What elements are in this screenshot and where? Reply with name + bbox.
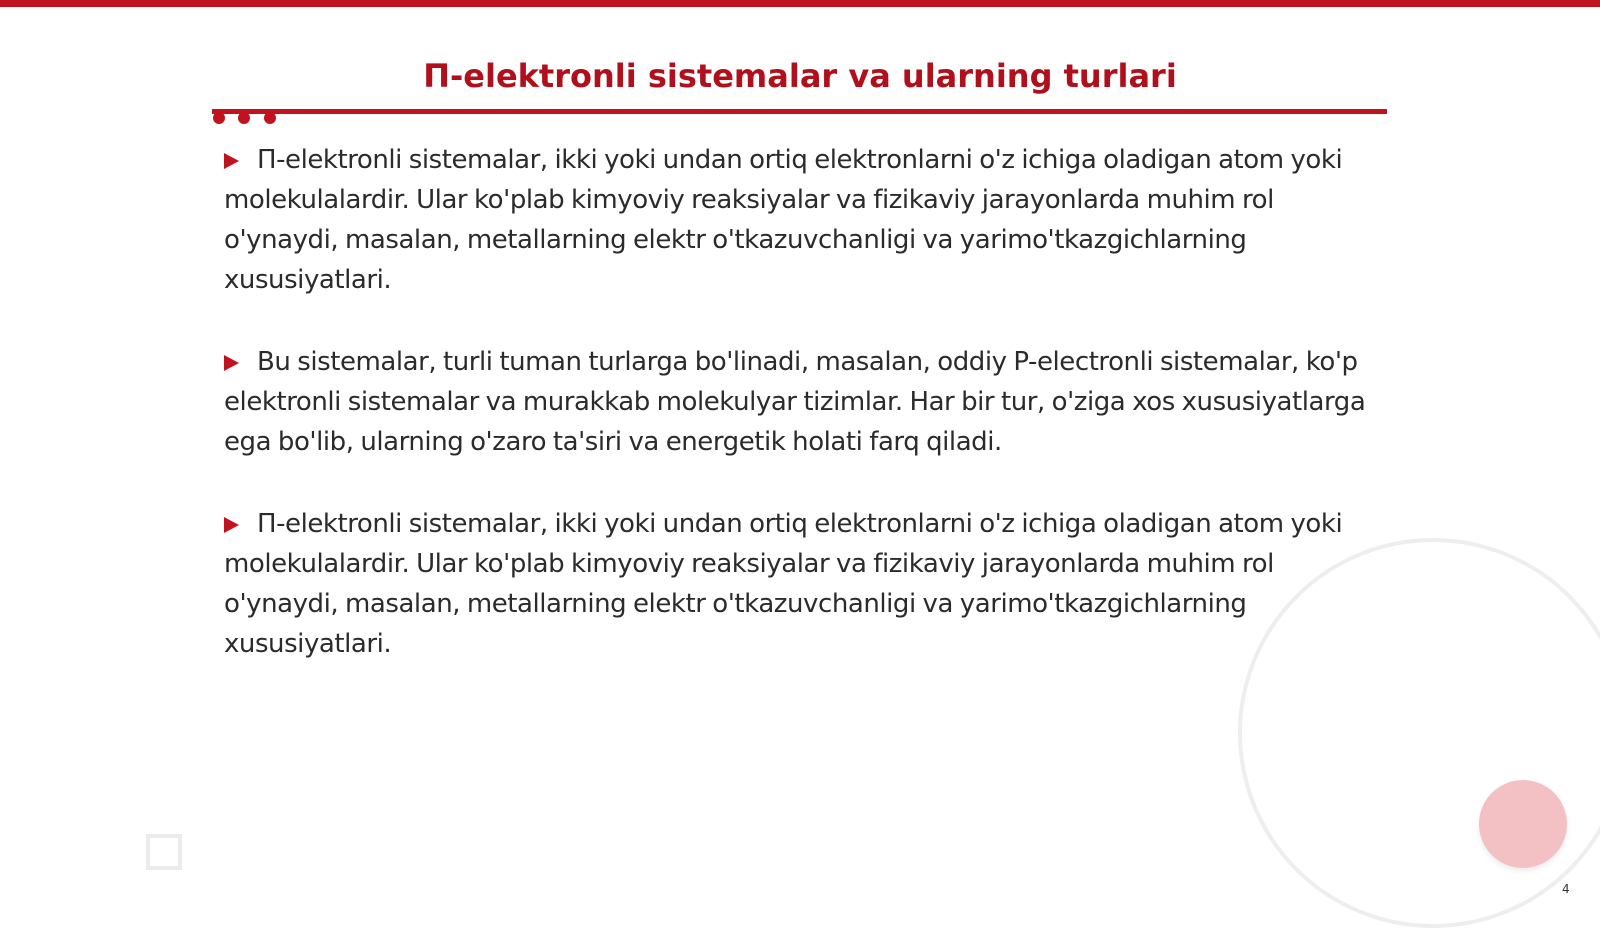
decorative-circle [1479, 780, 1567, 868]
bullet-item [224, 140, 1384, 300]
bullet-text: Bu sistemalar, turli tuman turlarga bo'linadi, masalan, oddiy P-electronli sistemalar, ko'p elektronli sistemalar va murakkab molekulyar tizimlar. Har bir tur, o'ziga xos xususiyatlarga ega bo'lib, ularning o'zaro ta'siri va energetik holati farq qiladi. [224, 347, 1366, 457]
bullet-item [224, 342, 1384, 462]
bullet-list [224, 140, 1384, 706]
triangle-right-icon [224, 517, 239, 533]
bullet-text: П-elektronli sistemalar, ikki yoki undan ortiq elektronlarni o'z ichiga oladigan atom yoki molekulalardir. Ular ko'plab kimyoviy reaksiyalar va fizikaviy jarayonlarda muhim rol o'ynaydi, masalan, metallarning elektr o'tkazuvchanligi va yarimo'tkazgichlarning xususiyatlari. [224, 509, 1343, 659]
title-underline [212, 109, 1387, 114]
slide-title: П-elektronli sistemalar va ularning turlari [423, 57, 1177, 95]
decorative-ring [1238, 538, 1600, 928]
underline-dot [213, 112, 225, 124]
bullet-item [224, 504, 1384, 664]
decorative-square [146, 834, 182, 870]
bullet-text: П-elektronli sistemalar, ikki yoki undan ortiq elektronlarni o'z ichiga oladigan atom yoki molekulalardir. Ular ko'plab kimyoviy reaksiyalar va fizikaviy jarayonlarda muhim rol o'ynaydi, masalan, metallarning elektr o'tkazuvchanligi va yarimo'tkazgichlarning xususiyatlari. [224, 145, 1343, 295]
top-accent-bar [0, 0, 1600, 7]
underline-dot [238, 112, 250, 124]
page-number: 4 [1562, 882, 1570, 896]
underline-dot [264, 112, 276, 124]
triangle-right-icon [224, 153, 239, 169]
triangle-right-icon [224, 355, 239, 371]
